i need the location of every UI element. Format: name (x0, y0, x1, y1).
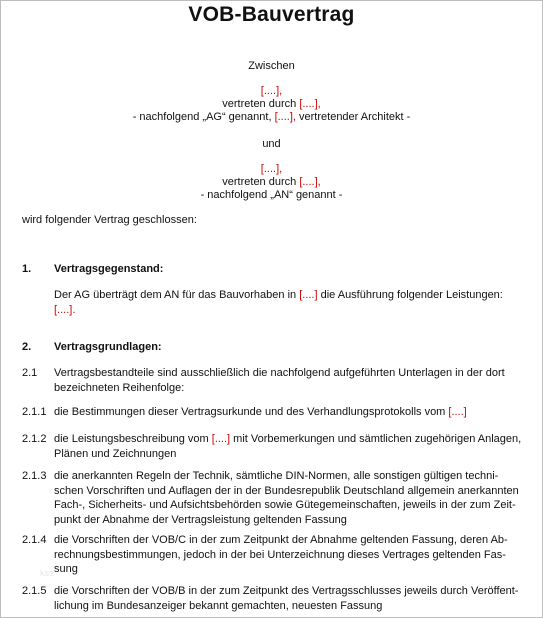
item-2-1-5-number: 2.1.5 (22, 585, 47, 597)
item-2-1-1-number: 2.1.1 (22, 406, 47, 418)
item-2-1-4-number: 2.1.4 (22, 534, 47, 546)
section1-text-prefix: Der AG überträgt dem AN für das Bauvorhaben in (54, 289, 300, 301)
party2-represented-placeholder: [....], (299, 176, 321, 188)
item-2-1-1-placeholder: [....] (448, 406, 467, 418)
watermark: kss (40, 568, 54, 578)
item-2-1-4-line1: die Vorschriften der VOB/C in der zum Zeitpunkt der Abnahme geltenden Fassung, deren Ab- (54, 534, 508, 546)
item-2-1-3-text (54, 469, 524, 527)
party2-represented-prefix: vertreten durch (222, 176, 300, 188)
party1-represented-placeholder: [....], (299, 98, 321, 110)
contract-intro: wird folgender Vertrag geschlossen: (22, 214, 197, 226)
party2-name-placeholder: [....], (260, 163, 283, 175)
item-2-1-4-text (54, 533, 524, 577)
item-2-1-5-text (54, 584, 524, 613)
document-title: VOB-Bauvertrag (188, 3, 355, 26)
section2-heading: Vertragsgrundlagen: (54, 341, 162, 353)
and-label: und (262, 138, 281, 150)
item-2-1-line1: Vertragsbestandteile sind ausschließlich die nachfolgend aufgeführten Unterlagen in der dort (54, 367, 505, 379)
party2-represented-line (1, 176, 542, 189)
party1-represented-prefix: vertreten durch (222, 98, 300, 110)
party2-designation: - nachfolgend „AN“ genannt - (200, 189, 343, 201)
party1-designation-prefix: - nachfolgend „AG“ genannt, (132, 111, 275, 123)
item-2-1-4-line2: rechnungsbestimmungen, jedoch in der bei Unterzeichnung dieses Vertrages geltenden Fas- (54, 548, 506, 561)
item-2-1-3-line1: die anerkannten Regeln der Technik, sämtliche DIN-Normen, alle sonstigen gültigen techni- (54, 470, 499, 482)
item-2-1-1-text (54, 405, 524, 420)
item-2-1-2-text (54, 432, 524, 461)
item-2-1-text (54, 366, 524, 395)
party1-represented-line (1, 98, 542, 111)
section2-number: 2. (22, 341, 32, 353)
section1-text-suffix: die Ausführung folgender Leistungen: (317, 289, 503, 301)
item-2-1-3-line2: schen Vorschriften und Auflagen der in der Bundesrepublik Deutschland allgemein anerkannten (54, 484, 519, 497)
item-2-1-4-line3: sung (54, 563, 78, 575)
item-2-1-1-line1-prefix: die Bestimmungen dieser Vertragsurkunde und des Verhandlungsprotokolls vom (54, 406, 449, 418)
item-2-1-2-placeholder: [....] (211, 433, 231, 445)
item-2-1-5-line1: die Vorschriften der VOB/B in der zum Zeitpunkt des Vertragsschlusses jeweils durch Veröffent- (54, 585, 519, 597)
party1-name-placeholder: [....], (260, 85, 283, 97)
item-2-1-2-number: 2.1.2 (22, 433, 47, 445)
section1-text-placeholder: [....] (299, 289, 318, 301)
section1-line2-placeholder: [....]. (54, 303, 76, 316)
item-2-1-line2: bezeichneten Reihenfolge: (54, 381, 185, 394)
item-2-1-5-line2: lichung im Bundesanzeiger bekannt gemachten, neuesten Fassung (54, 599, 383, 612)
section1-heading: Vertragsgegenstand: (54, 263, 164, 275)
item-2-1-number: 2.1 (22, 367, 38, 379)
between-label: Zwischen (248, 60, 295, 72)
party1-designation-line (1, 111, 542, 124)
item-2-1-3-line4: punkt der Abnahme der Vertragsleistung geltenden Fassung (54, 513, 347, 526)
party1-designation-suffix: vertretender Architekt - (295, 111, 411, 123)
section1-text (54, 288, 524, 317)
section1-number: 1. (22, 263, 32, 275)
party1-designation-placeholder: [....], (274, 111, 296, 123)
item-2-1-2-line1-suffix: mit Vorbemerkungen und sämtlichen zugehörigen Anlagen, (230, 433, 522, 445)
item-2-1-3-number: 2.1.3 (22, 470, 47, 482)
item-2-1-2-line1-prefix: die Leistungsbeschreibung vom (54, 433, 212, 445)
item-2-1-3-line3: Fach-, Sicherheits- und Aufsichtsbehörden sowie Gütegemeinschaften, jeweils in der zum Zeit- (54, 499, 516, 511)
item-2-1-2-line2: Plänen und Zeichnungen (54, 447, 177, 460)
